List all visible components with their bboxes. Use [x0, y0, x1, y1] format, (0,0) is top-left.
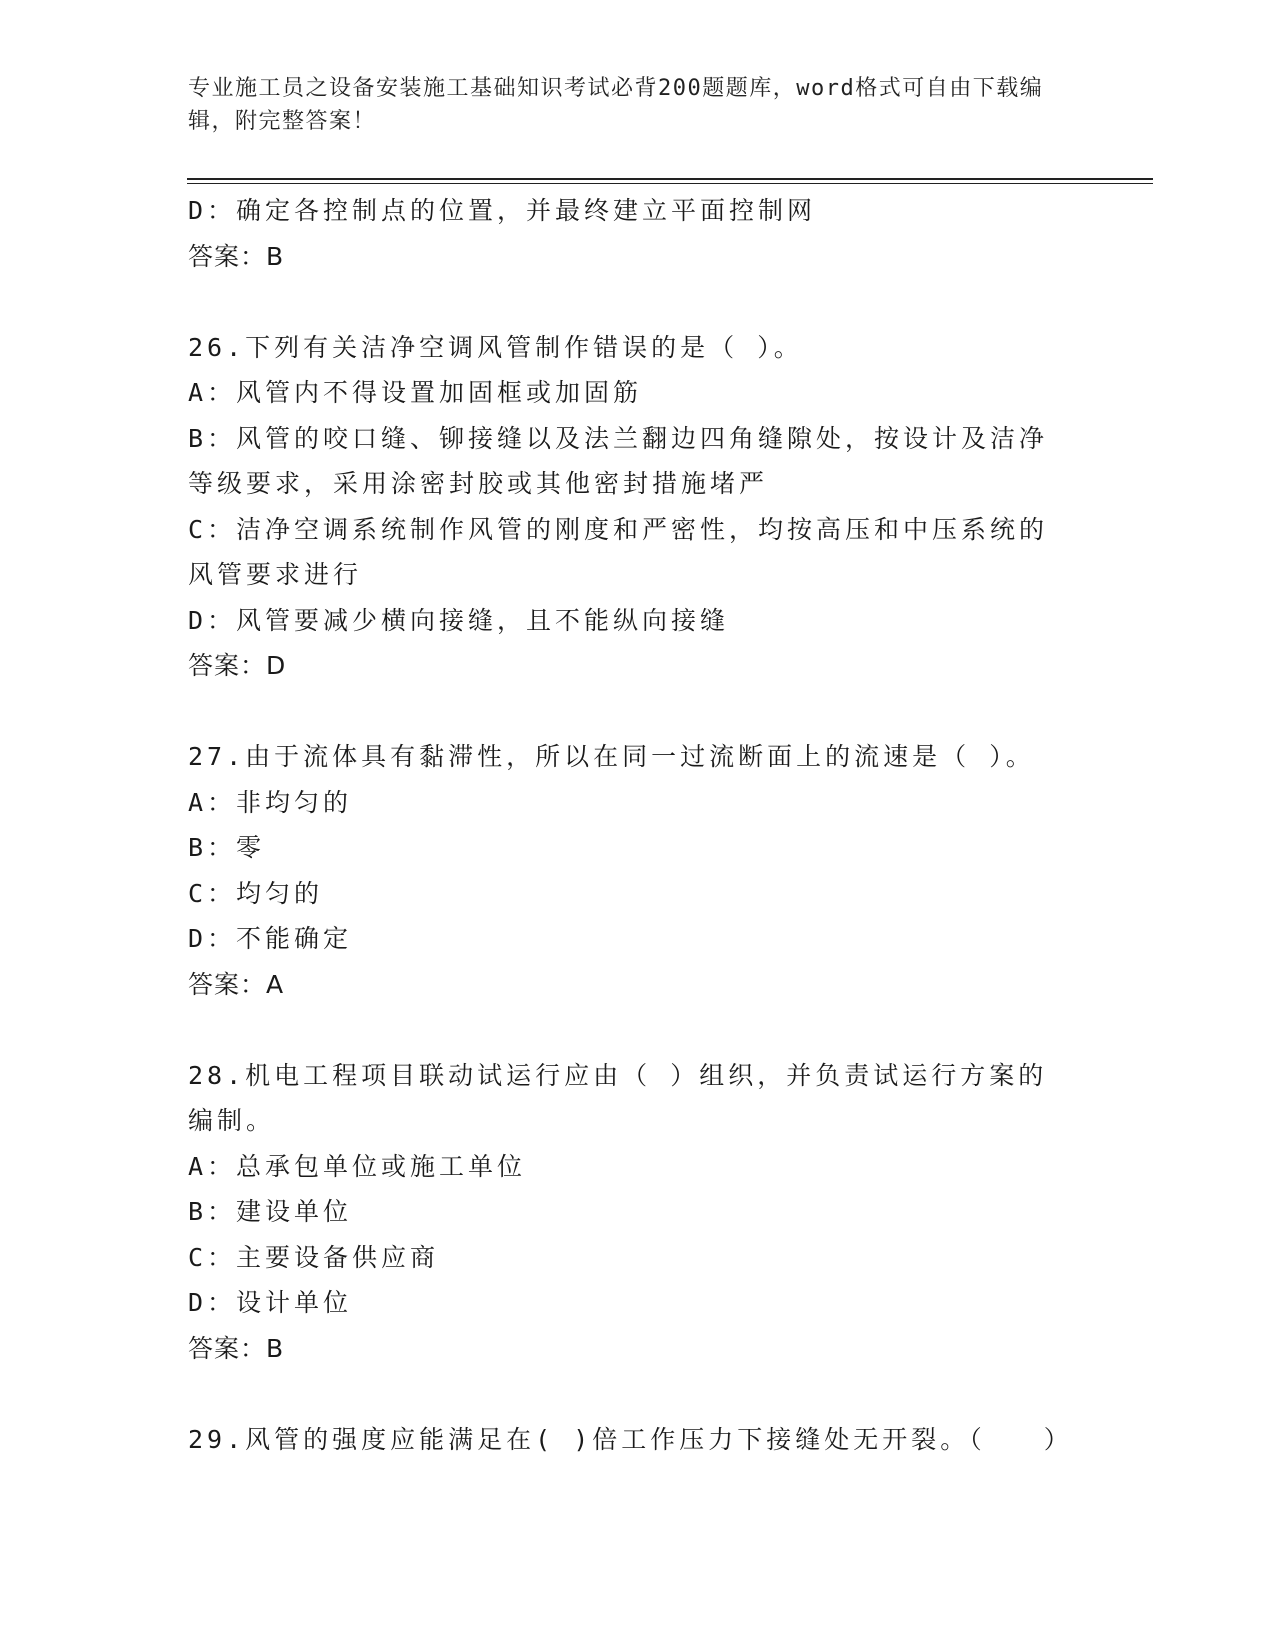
header-rule-thin: [187, 183, 1153, 184]
option-c: C：主要设备供应商: [188, 1242, 440, 1272]
option-b: B：零: [188, 833, 266, 862]
question-stem: 27.由于流体具有黏滞性，所以在同一过流断面上的流速是（ ）。: [188, 742, 1035, 771]
option-d: D：不能确定: [188, 924, 353, 953]
answer-line: 答案：A: [188, 969, 285, 999]
question-stem: 28.机电工程项目联动试运行应由（ ）组织，并负责试运行方案的编制。: [188, 1060, 1048, 1135]
option-a: A：总承包单位或施工单位: [188, 1151, 527, 1181]
option-a: A：风管内不得设置加固框或加固筋: [188, 378, 643, 407]
question-28: [188, 1053, 1068, 1372]
question-27: [188, 734, 1068, 1007]
document-header: 专业施工员之设备安装施工基础知识考试必背200题题库，word格式可自由下载编辑，附完整答案！: [188, 76, 1044, 134]
answer-line: 答案：D: [188, 651, 287, 680]
option-b: B：建设单位: [188, 1197, 353, 1226]
header-rule-thick: [187, 178, 1153, 180]
spacer: [188, 279, 1068, 325]
option-a: A：非均匀的: [188, 787, 353, 817]
spacer: [188, 689, 1068, 735]
option-b: B：风管的咬口缝、铆接缝以及法兰翻边四角缝隙处，按设计及洁净等级要求，采用涂密封胶或其他密封措施堵严: [188, 423, 1049, 498]
option-c: C：均匀的: [188, 878, 324, 908]
spacer: [188, 1371, 1068, 1417]
question-stem: 29.风管的强度应能满足在( )倍工作压力下接缝处无开裂。（ ）: [188, 1424, 1073, 1454]
option-c: C：洁净空调系统制作风管的刚度和严密性，均按高压和中压系统的风管要求进行: [188, 514, 1049, 589]
spacer: [188, 1007, 1068, 1053]
question-26: [188, 325, 1068, 689]
option-d: D：风管要减少横向接缝，且不能纵向接缝: [188, 605, 730, 635]
prev-answer: 答案：B: [188, 241, 285, 271]
prev-option-d: D：确定各控制点的位置，并最终建立平面控制网: [188, 196, 817, 225]
option-d: D：设计单位: [188, 1288, 353, 1317]
document-body: [188, 188, 1073, 1462]
answer-line: 答案：B: [188, 1333, 285, 1363]
question-29: [188, 1417, 1073, 1463]
question-stem: 26.下列有关洁净空调风管制作错误的是（ ）。: [188, 332, 803, 362]
